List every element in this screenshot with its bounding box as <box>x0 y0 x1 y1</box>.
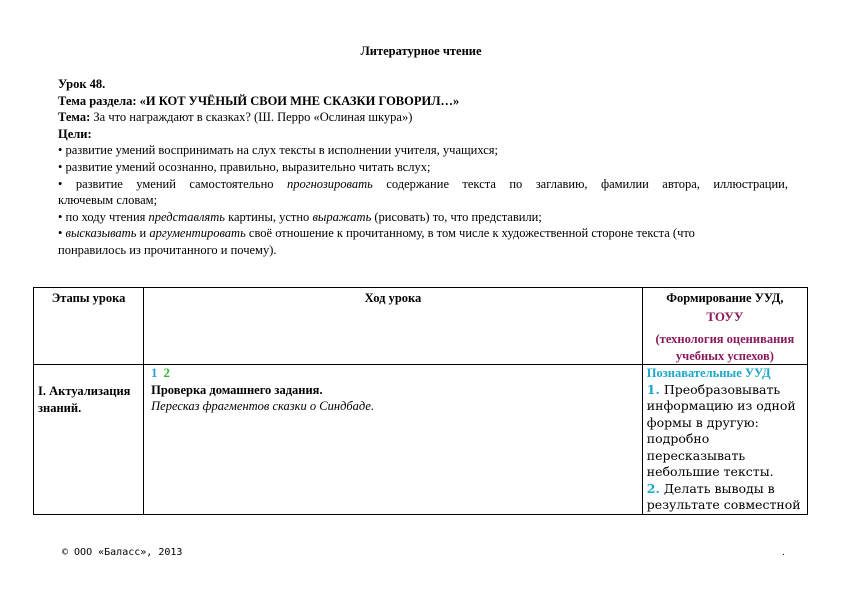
header-uud-line1: Формирование УУД, <box>666 291 784 305</box>
page-mark: . <box>782 548 785 558</box>
section-theme: Тема раздела: «И КОТ УЧЁНЫЙ СВОИ МНЕ СКАЗКИ ГОВОРИЛ…» <box>58 93 460 108</box>
uud-cell <box>642 365 807 515</box>
step-number: 1 <box>151 366 158 380</box>
uud-item: 2. Делать выводы в результате совместной <box>646 480 801 512</box>
goal-item: • по ходу чтения представлять картины, устно выражать (рисовать) то, что представили; <box>58 209 542 224</box>
lesson-number: Урок 48. <box>58 77 106 91</box>
document-title: Литературное чтение <box>360 44 482 58</box>
task-text: Пересказ фрагментов сказки о Синдбаде. <box>151 399 375 413</box>
step-number: 2 <box>163 366 170 380</box>
goal-item: • развитие умений самостоятельно прогнозировать содержание текста по заглавию, фамилии автора, иллюстрации, <box>58 176 788 191</box>
copyright-footer: © ООО «Баласс», 2013 <box>62 547 183 558</box>
lesson-topic: Тема: За что награждают в сказках? (Ш. Перро «Ослиная шкура») <box>58 110 413 125</box>
goal-item-continued: ключевым словам; <box>58 193 158 208</box>
header-touu-description: (технология оценивания учебных успехов) <box>655 332 795 363</box>
goal-item-continued: понравилось из прочитанного и почему). <box>58 242 277 257</box>
stage-cell: I. Актуализация знаний. <box>34 365 144 515</box>
goal-item: • развитие умений осознанно, правильно, выразительно читать вслух; <box>58 159 431 174</box>
uud-category-title: Познавательные УУД <box>646 366 771 380</box>
table-header-row <box>34 288 808 365</box>
task-title: Проверка домашнего задания. <box>151 382 323 397</box>
uud-item: 1. Преобразовывать информацию из одной формы в другую: подробно пересказывать небольшие тексты. <box>646 381 796 479</box>
course-cell <box>144 365 643 515</box>
lesson-table <box>33 287 808 515</box>
header-uud <box>642 288 807 365</box>
header-touu: ТОУУ <box>706 308 744 324</box>
lesson-intro <box>58 76 788 259</box>
header-stages: Этапы урока <box>34 288 144 365</box>
table-row <box>34 365 808 515</box>
goal-item: • развитие умений воспринимать на слух тексты в исполнении учителя, учащихся; <box>58 143 498 158</box>
goal-item: • высказывать и аргументировать своё отношение к прочитанному, в том числе к художественной стороне текста (что <box>58 226 695 241</box>
goals-label: Цели: <box>58 126 92 141</box>
header-course: Ход урока <box>144 288 643 365</box>
